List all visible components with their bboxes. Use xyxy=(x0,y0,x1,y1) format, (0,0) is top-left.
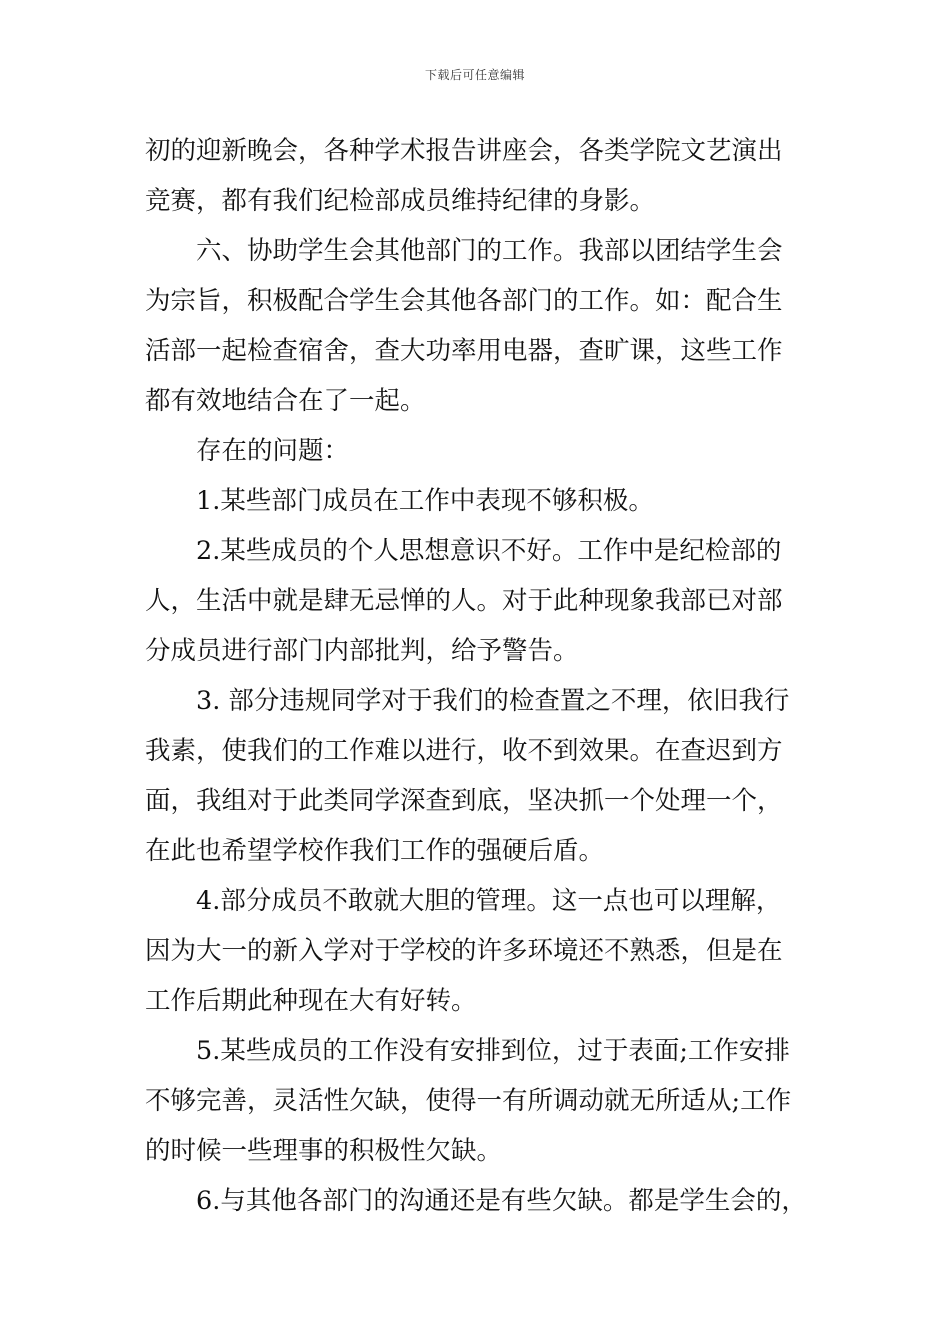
body-line: 初的迎新晚会，各种学术报告讲座会，各类学院文艺演出 xyxy=(145,136,783,166)
body-line: 竞赛，都有我们纪检部成员维持纪律的身影。 xyxy=(145,186,656,216)
body-line: 的时候一些理事的积极性欠缺。 xyxy=(145,1136,503,1166)
body-line: 因为大一的新入学对于学校的许多环境还不熟悉，但是在 xyxy=(145,936,783,966)
body-line: 分成员进行部门内部批判，给予警告。 xyxy=(145,636,579,666)
list-item-line: 3. 部分违规同学对于我们的检查置之不理，依旧我行 xyxy=(196,686,790,716)
list-item-line: 2.某些成员的个人思想意识不好。工作中是纪检部的 xyxy=(196,536,782,566)
page-header: 下载后可任意编辑 xyxy=(424,68,525,82)
body-line: 面，我组对于此类同学深查到底，坚决抓一个处理一个， xyxy=(145,786,783,816)
list-item-line: 4.部分成员不敢就大胆的管理。这一点也可以理解， xyxy=(196,886,782,916)
list-item-line: 5.某些成员的工作没有安排到位，过于表面;工作安排 xyxy=(196,1036,790,1066)
body-line: 我素，使我们的工作难以进行，收不到效果。在查迟到方 xyxy=(145,736,783,766)
paragraph-start-line: 六、协助学生会其他部门的工作。我部以团结学生会 xyxy=(196,236,783,266)
body-line: 不够完善，灵活性欠缺，使得一有所调动就无所适从;工作 xyxy=(145,1086,792,1116)
list-item-line: 6.与其他各部门的沟通还是有些欠缺。都是学生会的， xyxy=(196,1186,807,1216)
section-heading: 存在的问题： xyxy=(196,436,350,466)
list-item-line: 1.某些部门成员在工作中表现不够积极。 xyxy=(196,486,654,516)
body-line: 工作后期此种现在大有好转。 xyxy=(145,986,477,1016)
body-line: 人，生活中就是肆无忌惮的人。对于此种现象我部已对部 xyxy=(145,586,783,616)
body-line: 在此也希望学校作我们工作的强硬后盾。 xyxy=(145,836,605,866)
body-line: 都有效地结合在了一起。 xyxy=(145,386,426,416)
body-line: 活部一起检查宿舍，查大功率用电器，查旷课，这些工作 xyxy=(145,336,783,366)
body-line: 为宗旨，积极配合学生会其他各部门的工作。如：配合生 xyxy=(145,286,783,316)
